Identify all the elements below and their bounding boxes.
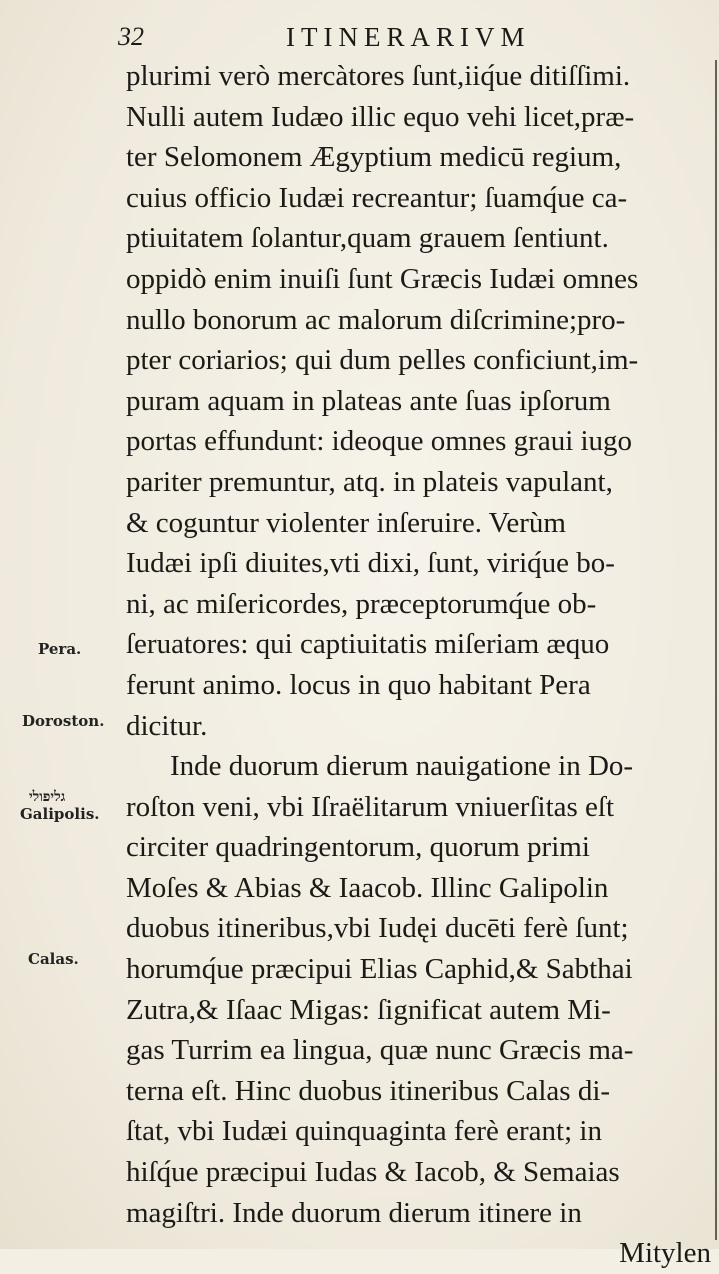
page-header bbox=[118, 22, 678, 58]
text-line: portas effundunt: ideoque omnes graui iugo bbox=[126, 425, 633, 458]
margin-note-hebrew: גליפולי bbox=[29, 789, 66, 805]
page-number: 32 bbox=[118, 22, 144, 51]
text-line: Iudæi ipſi diuites,vti dixi, ſunt, viriq́ue bo- bbox=[126, 547, 615, 580]
margin-note-galipolis: Galipolis. bbox=[20, 805, 100, 823]
text-line: ſtat, vbi Iudæi quinquaginta ferè erant; in bbox=[126, 1115, 602, 1148]
text-line: Nulli autem Iudæo illic equo vehi licet,præ- bbox=[126, 100, 635, 133]
margin-note-doroston: Doroston. bbox=[22, 712, 105, 730]
text-line: hiſq́ue præcipui Iudas & Iacob, & Semaias bbox=[126, 1156, 620, 1189]
text-line: nullo bonorum ac malorum diſcrimine;pro- bbox=[126, 303, 626, 336]
text-line: oppidò enim inuiſi ſunt Græcis Iudæi omnes bbox=[126, 262, 639, 295]
margin-notes bbox=[0, 0, 120, 1249]
text-line: cuius officio Iudæi recreantur; ſuamq́ue ca- bbox=[126, 181, 628, 214]
text-line: pariter premuntur, atq. in plateis vapulant, bbox=[126, 465, 613, 498]
text-line: plurimi verò mercàtores ſunt,iiq́ue ditiſſimi. bbox=[126, 60, 631, 92]
text-line: pter coriarios; qui dum pelles conficiunt,im- bbox=[126, 344, 639, 377]
text-line: magiſtri. Inde duorum dierum itinere in bbox=[126, 1196, 582, 1229]
text-line: ptiuitatem ſolantur,quam grauem ſentiunt. bbox=[126, 222, 609, 255]
text-line: circiter quadringentorum, quorum primi bbox=[126, 831, 590, 864]
text-line: Moſes & Abias & Iaacob. Illinc Galipolin bbox=[126, 871, 609, 904]
text-line: Zutra,& Iſaac Migas: ſignificat autem Mi- bbox=[126, 993, 611, 1026]
page-edge bbox=[715, 60, 717, 1240]
text-line: & coguntur violenter inſeruire. Verùm bbox=[126, 506, 566, 539]
running-head: ITINERARIVM bbox=[286, 22, 531, 52]
text-line: ter Selomonem Ægyptium medicū regium, bbox=[126, 141, 622, 174]
text-line: terna eſt. Hinc duobus itineribus Calas di- bbox=[126, 1074, 611, 1107]
text-line: ferunt animo. locus in quo habitant Pera bbox=[126, 668, 591, 701]
text-line: dicitur. bbox=[126, 709, 208, 742]
margin-note-pera: Pera. bbox=[38, 640, 82, 658]
text-line: puram aquam in plateas ante ſuas ipſorum bbox=[126, 384, 611, 417]
catchword: Mitylen bbox=[619, 1237, 711, 1270]
text-line: horumq́ue præcipui Elias Caphid,& Sabthai bbox=[126, 953, 633, 986]
text-line: roſton veni, vbi Iſraëlitarum vniuerſitas eſt bbox=[126, 790, 615, 823]
text-line: gas Turrim ea lingua, quæ nunc Græcis ma- bbox=[126, 1034, 634, 1067]
text-line: duobus itineribus,vbi Iudęi ducēti ferè ſunt; bbox=[126, 912, 629, 945]
body-text bbox=[126, 56, 713, 1274]
margin-note-calas: Calas. bbox=[28, 950, 79, 968]
text-line-paragraph-start: Inde duorum dierum nauigatione in Do- bbox=[170, 750, 634, 783]
text-line: ſeruatores: qui captiuitatis miſeriam æquo bbox=[126, 628, 610, 661]
text-line: ni, ac miſericordes, præceptorumq́ue ob- bbox=[126, 587, 597, 620]
